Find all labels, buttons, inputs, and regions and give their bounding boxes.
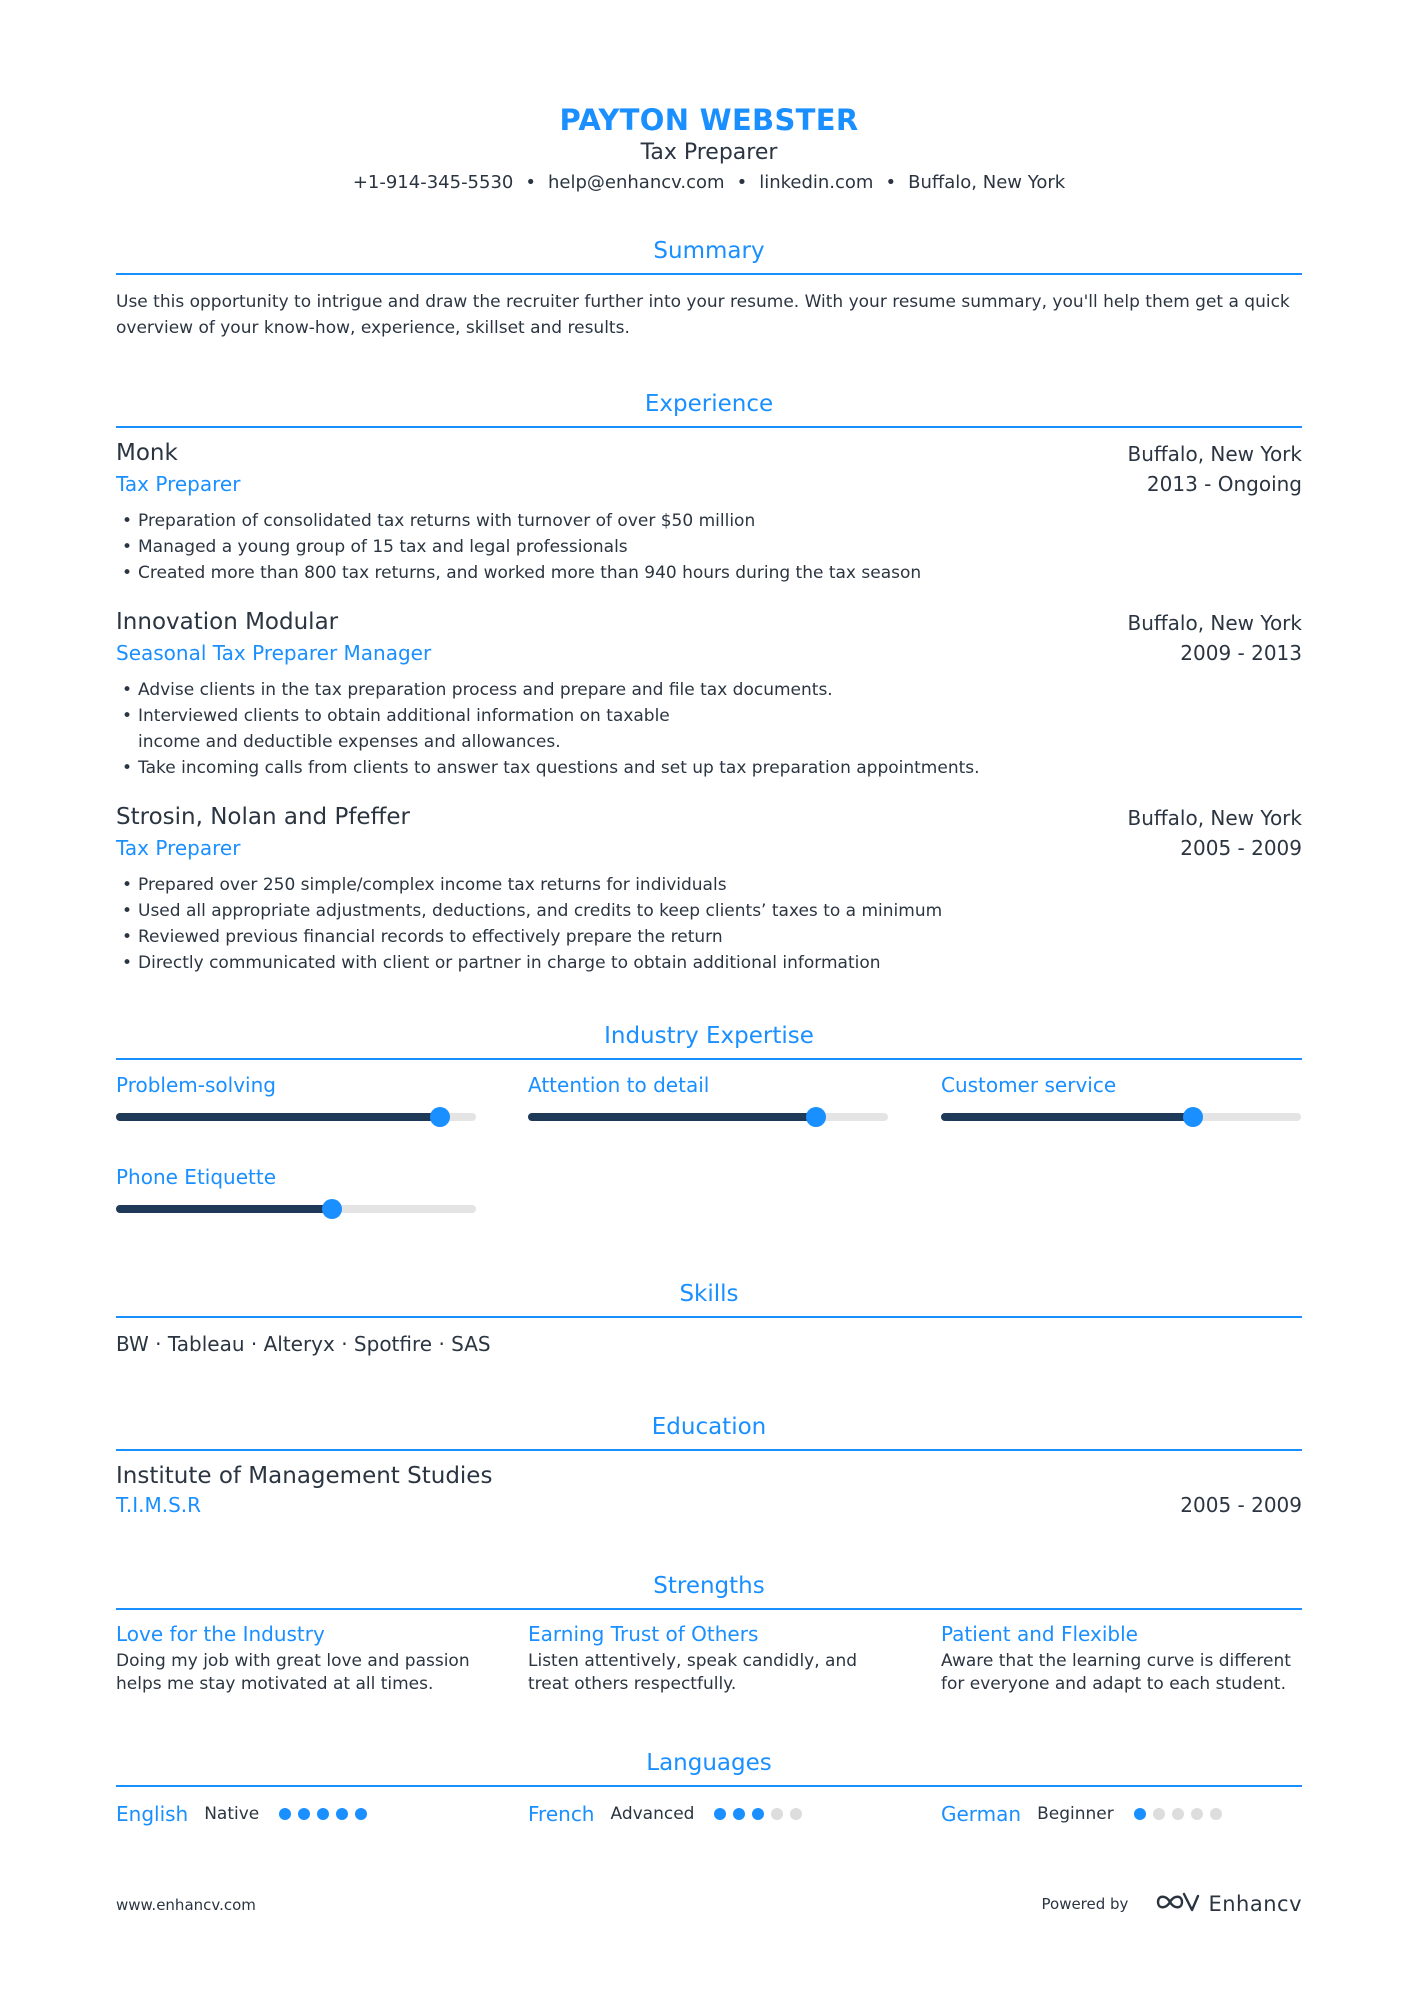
language-dot-filled bbox=[317, 1808, 329, 1820]
expertise-bar-knob bbox=[430, 1107, 450, 1127]
job-title: Tax Preparer bbox=[116, 472, 241, 496]
bullet-item: • Interviewed clients to obtain additional information on taxable income and deductible expenses and allowances. bbox=[116, 703, 676, 755]
company-name: Innovation Modular bbox=[116, 609, 339, 635]
job-location: Buffalo, New York bbox=[1127, 442, 1302, 466]
strength-item bbox=[941, 1620, 1311, 1696]
summary-text: Use this opportunity to intrigue and draw the recruiter further into your resume. With your resume summary, you'll help them get a quick overview of your know-how, experience, skillset and results. bbox=[116, 292, 1290, 338]
enhancv-logo-icon bbox=[1154, 1890, 1200, 1918]
bullet-item: • Preparation of consolidated tax returns with turnover of over $50 million bbox=[116, 508, 1302, 534]
section-divider bbox=[116, 1316, 1302, 1318]
company-name: Monk bbox=[116, 440, 178, 466]
language-level: Beginner bbox=[1037, 1804, 1114, 1824]
language-dot-filled bbox=[714, 1808, 726, 1820]
strength-item bbox=[116, 1620, 486, 1696]
job-dates: 2005 - 2009 bbox=[1180, 836, 1302, 860]
candidate-name: PAYTON WEBSTER bbox=[559, 103, 859, 137]
expertise-item bbox=[116, 1073, 476, 1097]
strength-description: Aware that the learning curve is different for everyone and adapt to each student. bbox=[941, 1651, 1291, 1694]
experience-entry bbox=[116, 804, 1302, 976]
brand-name[interactable]: Enhancv bbox=[1208, 1892, 1302, 1916]
expertise-bar-track bbox=[941, 1113, 1301, 1121]
expertise-bar-fill bbox=[116, 1113, 440, 1121]
education-dates: 2005 - 2009 bbox=[1180, 1493, 1302, 1517]
strength-title: Love for the Industry bbox=[116, 1622, 325, 1646]
expertise-label: Attention to detail bbox=[528, 1073, 710, 1097]
expertise-section bbox=[116, 1021, 1302, 1060]
skills-list: BW · Tableau · Alteryx · Spotfire · SAS bbox=[116, 1332, 491, 1356]
language-dot-filled bbox=[336, 1808, 348, 1820]
bullet-item: • Used all appropriate adjustments, deductions, and credits to keep clients’ taxes to a minimum bbox=[116, 898, 1302, 924]
bullet-item: • Created more than 800 tax returns, and worked more than 940 hours during the tax season bbox=[116, 560, 1302, 586]
language-dot-filled bbox=[1134, 1808, 1146, 1820]
contact-location: Buffalo, New York bbox=[908, 172, 1066, 193]
expertise-label: Problem-solving bbox=[116, 1073, 276, 1097]
language-name: English bbox=[116, 1802, 189, 1826]
resume-header bbox=[116, 102, 1302, 198]
language-dot-filled bbox=[279, 1808, 291, 1820]
job-bullets bbox=[116, 677, 980, 781]
language-name: French bbox=[528, 1802, 595, 1826]
language-dot-empty bbox=[1210, 1808, 1222, 1820]
language-dot-empty bbox=[1153, 1808, 1165, 1820]
strengths-section bbox=[116, 1571, 1302, 1610]
expertise-bar-track bbox=[116, 1205, 476, 1213]
job-bullets bbox=[116, 872, 1302, 976]
expertise-bar-fill bbox=[941, 1113, 1193, 1121]
job-title: Tax Preparer bbox=[116, 836, 241, 860]
bullet-item: • Take incoming calls from clients to answer tax questions and set up tax preparation appointments. bbox=[116, 755, 1038, 781]
expertise-item bbox=[528, 1073, 888, 1097]
contact-email[interactable]: help@enhancv.com bbox=[548, 172, 725, 193]
language-dot-empty bbox=[1172, 1808, 1184, 1820]
language-level: Native bbox=[204, 1804, 260, 1824]
expertise-bar-knob bbox=[1183, 1107, 1203, 1127]
language-level: Advanced bbox=[610, 1804, 695, 1824]
strength-title: Earning Trust of Others bbox=[528, 1622, 759, 1646]
strength-description: Listen attentively, speak candidly, and treat others respectfully. bbox=[528, 1651, 858, 1694]
expertise-label: Customer service bbox=[941, 1073, 1117, 1097]
language-dot-empty bbox=[790, 1808, 802, 1820]
section-heading: Summary bbox=[653, 238, 765, 264]
expertise-bar-fill bbox=[528, 1113, 816, 1121]
job-title: Seasonal Tax Preparer Manager bbox=[116, 641, 432, 665]
language-dot-filled bbox=[355, 1808, 367, 1820]
section-divider bbox=[116, 1449, 1302, 1451]
summary-section bbox=[116, 236, 1302, 341]
section-divider bbox=[116, 1608, 1302, 1610]
resume-page bbox=[116, 0, 1302, 1995]
section-heading: Experience bbox=[644, 391, 774, 417]
bullet-item: • Managed a young group of 15 tax and legal professionals bbox=[116, 534, 1302, 560]
expertise-bar-track bbox=[528, 1113, 888, 1121]
language-dots bbox=[1134, 1808, 1229, 1820]
footer-website[interactable]: www.enhancv.com bbox=[116, 1896, 256, 1914]
language-dots bbox=[714, 1808, 809, 1820]
job-location: Buffalo, New York bbox=[1127, 806, 1302, 830]
skills-section bbox=[116, 1279, 1302, 1356]
expertise-item bbox=[941, 1073, 1301, 1097]
contact-separator: • bbox=[736, 172, 748, 193]
strength-item bbox=[528, 1620, 898, 1696]
language-dot-empty bbox=[771, 1808, 783, 1820]
expertise-bar-track bbox=[116, 1113, 476, 1121]
language-name: German bbox=[941, 1802, 1022, 1826]
language-item bbox=[528, 1799, 809, 1829]
experience-entry bbox=[116, 440, 1302, 586]
bullet-item: • Directly communicated with client or partner in charge to obtain additional information bbox=[116, 950, 1302, 976]
footer-branding bbox=[1042, 1890, 1303, 1918]
expertise-label: Phone Etiquette bbox=[116, 1165, 277, 1189]
education-school: Institute of Management Studies bbox=[116, 1463, 493, 1489]
bullet-item: • Advise clients in the tax preparation process and prepare and file tax documents. bbox=[116, 677, 1038, 703]
contact-line bbox=[116, 168, 1302, 198]
language-dot-filled bbox=[298, 1808, 310, 1820]
expertise-bar-knob bbox=[322, 1199, 342, 1219]
job-location: Buffalo, New York bbox=[1127, 611, 1302, 635]
section-heading: Skills bbox=[679, 1281, 739, 1307]
job-dates: 2013 - Ongoing bbox=[1146, 472, 1302, 496]
contact-separator: • bbox=[525, 172, 536, 193]
section-heading: Industry Expertise bbox=[604, 1023, 814, 1049]
job-dates: 2009 - 2013 bbox=[1180, 641, 1302, 665]
language-dot-empty bbox=[1191, 1808, 1203, 1820]
languages-section bbox=[116, 1748, 1302, 1787]
language-dot-filled bbox=[752, 1808, 764, 1820]
experience-section bbox=[116, 389, 1302, 428]
language-item bbox=[941, 1799, 1229, 1829]
section-divider bbox=[116, 426, 1302, 428]
strength-description: Doing my job with great love and passion helps me stay motivated at all times. bbox=[116, 1651, 470, 1694]
contact-phone[interactable]: +1-914-345-5530 bbox=[352, 172, 514, 193]
experience-entry bbox=[116, 609, 1302, 781]
section-heading: Strengths bbox=[653, 1573, 765, 1599]
bullet-item: • Prepared over 250 simple/complex income tax returns for individuals bbox=[116, 872, 1302, 898]
education-section bbox=[116, 1412, 1302, 1523]
contact-separator: • bbox=[885, 172, 897, 193]
education-degree: T.I.M.S.R bbox=[116, 1493, 202, 1517]
language-item bbox=[116, 1799, 374, 1829]
section-divider bbox=[116, 1785, 1302, 1787]
section-divider bbox=[116, 1058, 1302, 1060]
candidate-title: Tax Preparer bbox=[640, 140, 778, 165]
expertise-bar-knob bbox=[806, 1107, 826, 1127]
contact-linkedin[interactable]: linkedin.com bbox=[759, 172, 874, 193]
language-dots bbox=[279, 1808, 374, 1820]
job-bullets bbox=[116, 508, 1302, 586]
section-heading: Languages bbox=[646, 1750, 772, 1776]
expertise-bar-fill bbox=[116, 1205, 332, 1213]
powered-by-label: Powered by bbox=[1041, 1895, 1129, 1913]
section-heading: Education bbox=[651, 1414, 767, 1440]
section-divider bbox=[116, 273, 1302, 275]
bullet-item: • Reviewed previous financial records to effectively prepare the return bbox=[116, 924, 1302, 950]
language-dot-filled bbox=[733, 1808, 745, 1820]
strength-title: Patient and Flexible bbox=[941, 1622, 1138, 1646]
expertise-item bbox=[116, 1165, 476, 1189]
company-name: Strosin, Nolan and Pfeffer bbox=[116, 804, 411, 830]
